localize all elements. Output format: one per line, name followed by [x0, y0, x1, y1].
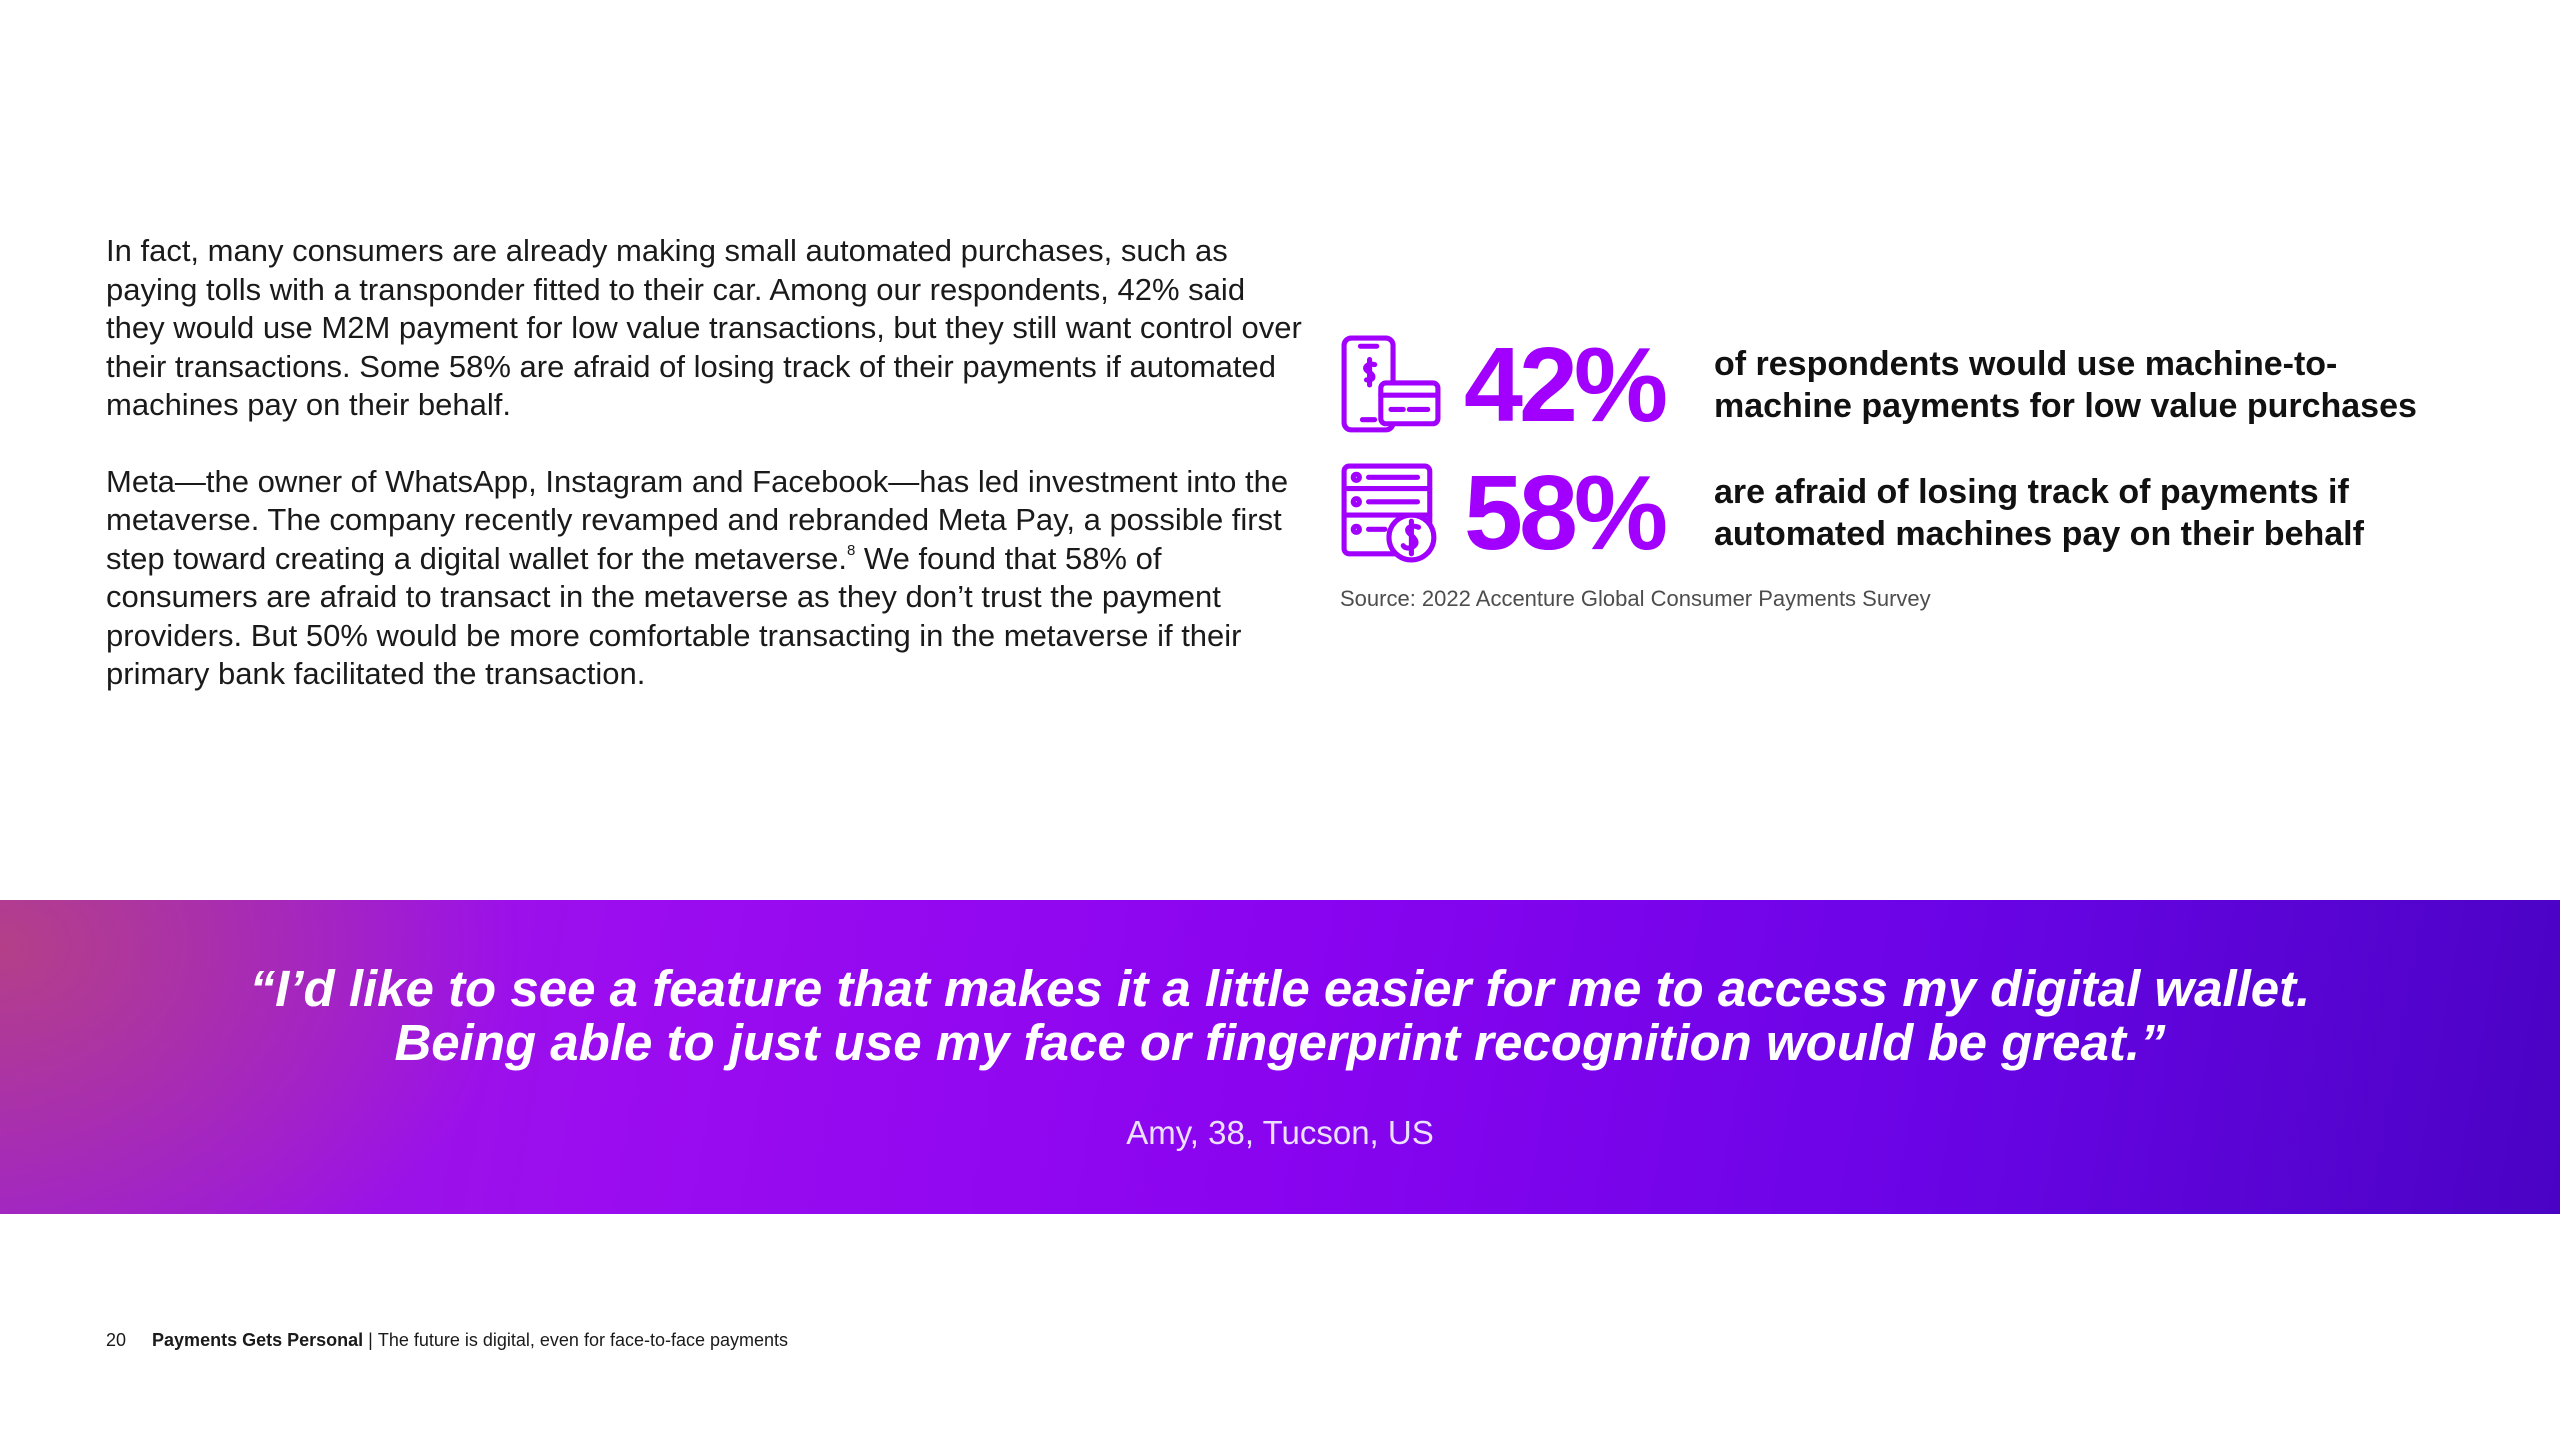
footer-separator: |: [363, 1330, 378, 1350]
phone-card-payment-icon: [1340, 334, 1442, 436]
stats-panel: [1340, 326, 2520, 612]
body-paragraph-1: In fact, many consumers are already making small automated purchases, such as paying tolls with a transponder fitted to their car. Among our respondents, 42% said they would use M2M payment for low value transactions, but they still want control over their transactions. Some 58% are afraid of losing track of their payments if automated machines pay on their behalf.: [106, 233, 1302, 422]
body-text-column: [106, 232, 1306, 732]
page-footer: [106, 1330, 788, 1351]
quote-banner: [0, 900, 2560, 1214]
report-title: Payments Gets Personal: [152, 1330, 364, 1350]
body-paragraph-2-part-1: Meta—the owner of WhatsApp, Instagram and Facebook—has led investment into the metaverse. The company recently revamped and rebranded Meta Pay, a possible first step toward creating a digital wallet for the metaverse.: [106, 463, 1289, 576]
stat-label-42: of respondents would use machine-to-machine payments for low value purchases: [1714, 345, 2417, 425]
pull-quote-line-1: “I’d like to see a feature that makes it a little easier for me to access my digital wallet.: [249, 960, 2311, 1017]
stat-label-58: are afraid of losing track of payments if automated machines pay on their behalf: [1714, 473, 2364, 553]
source-note: Source: 2022 Accenture Global Consumer Payments Survey: [1340, 586, 1931, 611]
footnote-marker[interactable]: 8: [846, 541, 856, 559]
body-paragraph-2-part-2: We found that 58% of consumers are afraid to transact in the metaverse as they don’t trust the payment providers. But 50% would be more comfortable transacting in the metaverse if their primary bank facilitated the transaction.: [106, 540, 1242, 691]
pull-quote-line-2: Being able to just use my face or fingerprint recognition would be great.”: [394, 1014, 2166, 1071]
pull-quote: [0, 962, 2560, 1070]
quote-attribution: Amy, 38, Tucson, US: [1126, 1114, 1434, 1151]
stat-value-42: 42%: [1464, 326, 1665, 444]
stat-value-58: 58%: [1464, 454, 1665, 572]
page-number: 20: [106, 1330, 127, 1350]
automated-billing-icon: [1340, 462, 1442, 564]
stat-row-42: [1340, 326, 2520, 444]
body-paragraph-2: [106, 463, 1306, 694]
stat-row-58: [1340, 454, 2520, 572]
report-subtitle: The future is digital, even for face-to-face payments: [377, 1330, 789, 1350]
